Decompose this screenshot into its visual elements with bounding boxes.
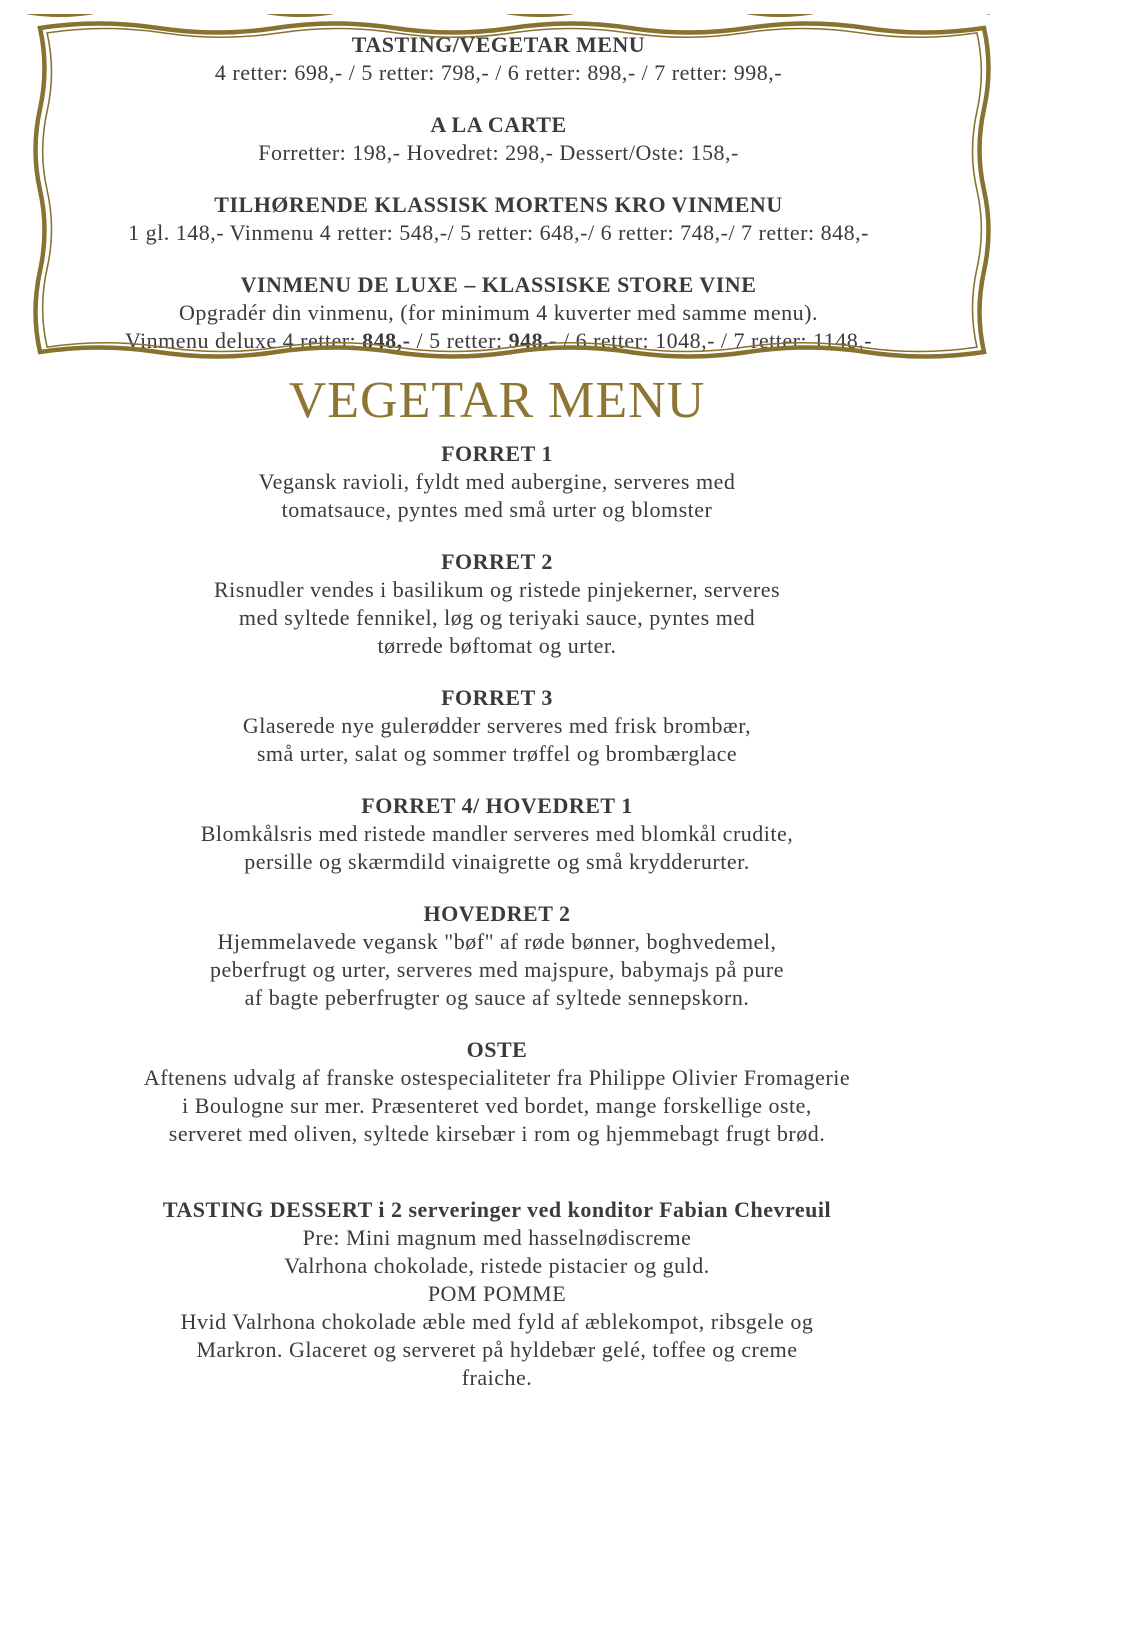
dish-description-line: med syltede fennikel, løg og teriyaki sauce, pyntes med (238, 605, 756, 630)
section-heading: FORRET 4/ HOVEDRET 1 (361, 793, 633, 818)
dish-description-line: POM POMME (427, 1281, 567, 1306)
deluxe-part3: / 6 retter: 1048,- / 7 retter: 1148,- (556, 328, 873, 353)
menu-section-forret-2 (0, 548, 994, 660)
section-heading: OSTE (466, 1037, 528, 1062)
deluxe-part1: Vinmenu deluxe 4 retter: (124, 328, 363, 353)
dish-description-line: Risnudler vendes i basilikum og ristede pinjekerner, serveres (213, 577, 781, 602)
dish-description-line: Hvid Valrhona chokolade æble med fyld af æblekompot, ribsgele og (180, 1309, 814, 1334)
pricing-box (30, 14, 995, 366)
vinmenu-deluxe-note-line: Opgradér din vinmenu, (for minimum 4 kuverter med samme menu). (179, 300, 818, 325)
vinmenu-deluxe-price-line (30, 327, 967, 355)
vinmenu-heading: TILHØRENDE KLASSISK MORTENS KRO VINMENU (214, 192, 783, 217)
section-heading: FORRET 3 (441, 685, 553, 710)
menu-section-tasting-dessert (0, 1196, 994, 1392)
dish-description-line: i Boulogne sur mer. Præsenteret ved bordet, mange forskellige oste, (182, 1093, 812, 1118)
section-heading: FORRET 1 (441, 441, 553, 466)
dish-description-line: Valrhona chokolade, ristede pistacier og guld. (284, 1253, 710, 1278)
tasting-menu-heading: TASTING/VEGETAR MENU (351, 32, 646, 57)
vinmenu-deluxe-prices (30, 271, 967, 355)
a-la-carte-heading: A LA CARTE (430, 112, 567, 137)
vinmenu-deluxe-heading: VINMENU DE LUXE – KLASSISKE STORE VINE (240, 272, 757, 297)
tasting-menu-prices (30, 31, 967, 87)
page-title: VEGETAR MENU (288, 372, 706, 429)
dish-description-line: Vegansk ravioli, fyldt med aubergine, serveres med (258, 469, 736, 494)
section-heading: FORRET 2 (441, 549, 553, 574)
vegetar-menu (0, 374, 994, 1392)
dish-description-line: Aftenens udvalg af franske ostespecialiteter fra Philippe Olivier Fromagerie (143, 1065, 851, 1090)
dish-description-line: Pre: Mini magnum med hasselnødiscreme (302, 1225, 692, 1250)
dish-description-line: Hjemmelavede vegansk "bøf" af røde bønner, boghvedemel, (217, 929, 777, 954)
menu-section-forret-3 (0, 684, 994, 768)
dish-description-line: serveret med oliven, syltede kirsebær i rom og hjemmebagt frugt brød. (168, 1121, 826, 1146)
menu-section-oste (0, 1036, 994, 1148)
dish-description-line: peberfrugt og urter, serveres med majspure, babymajs på pure (209, 957, 785, 982)
deluxe-price-848: 848,- (362, 328, 411, 353)
dish-description-line: persille og skærmdild vinaigrette og små krydderurter. (244, 849, 750, 874)
menu-section-hovedret-2 (0, 900, 994, 1012)
dish-description-line: Markron. Glaceret og serveret på hyldebær gelé, toffee og creme (196, 1337, 798, 1362)
a-la-carte-price-line: Forretter: 198,- Hovedret: 298,- Dessert/Oste: 158,- (258, 140, 739, 165)
menu-section-forret-1 (0, 440, 994, 524)
vinmenu-price-line: 1 gl. 148,- Vinmenu 4 retter: 548,-/ 5 retter: 648,-/ 6 retter: 748,-/ 7 retter: 848,- (128, 220, 869, 245)
tasting-menu-price-line: 4 retter: 698,- / 5 retter: 798,- / 6 retter: 898,- / 7 retter: 998,- (214, 60, 783, 85)
dish-description-line: Glaserede nye gulerødder serveres med frisk brombær, (242, 713, 752, 738)
deluxe-price-948: 948,- (508, 328, 557, 353)
dish-description-line: små urter, salat og sommer trøffel og brombærglace (256, 741, 738, 766)
section-heading: HOVEDRET 2 (423, 901, 571, 926)
dish-description-line: Blomkålsris med ristede mandler serveres med blomkål crudite, (200, 821, 794, 846)
vinmenu-prices (30, 191, 967, 247)
dish-description-line: af bagte peberfrugter og sauce af syltede sennepskorn. (244, 985, 750, 1010)
dish-description-line: tomatsauce, pyntes med små urter og blomster (281, 497, 713, 522)
section-heading: TASTING DESSERT i 2 serveringer ved konditor Fabian Chevreuil (162, 1197, 832, 1222)
a-la-carte-prices (30, 111, 967, 167)
dish-description-line: tørrede bøftomat og urter. (377, 633, 617, 658)
menu-section-forret-4-hovedret-1 (0, 792, 994, 876)
deluxe-part2: / 5 retter: (410, 328, 509, 353)
dish-description-line: fraiche. (461, 1365, 533, 1390)
